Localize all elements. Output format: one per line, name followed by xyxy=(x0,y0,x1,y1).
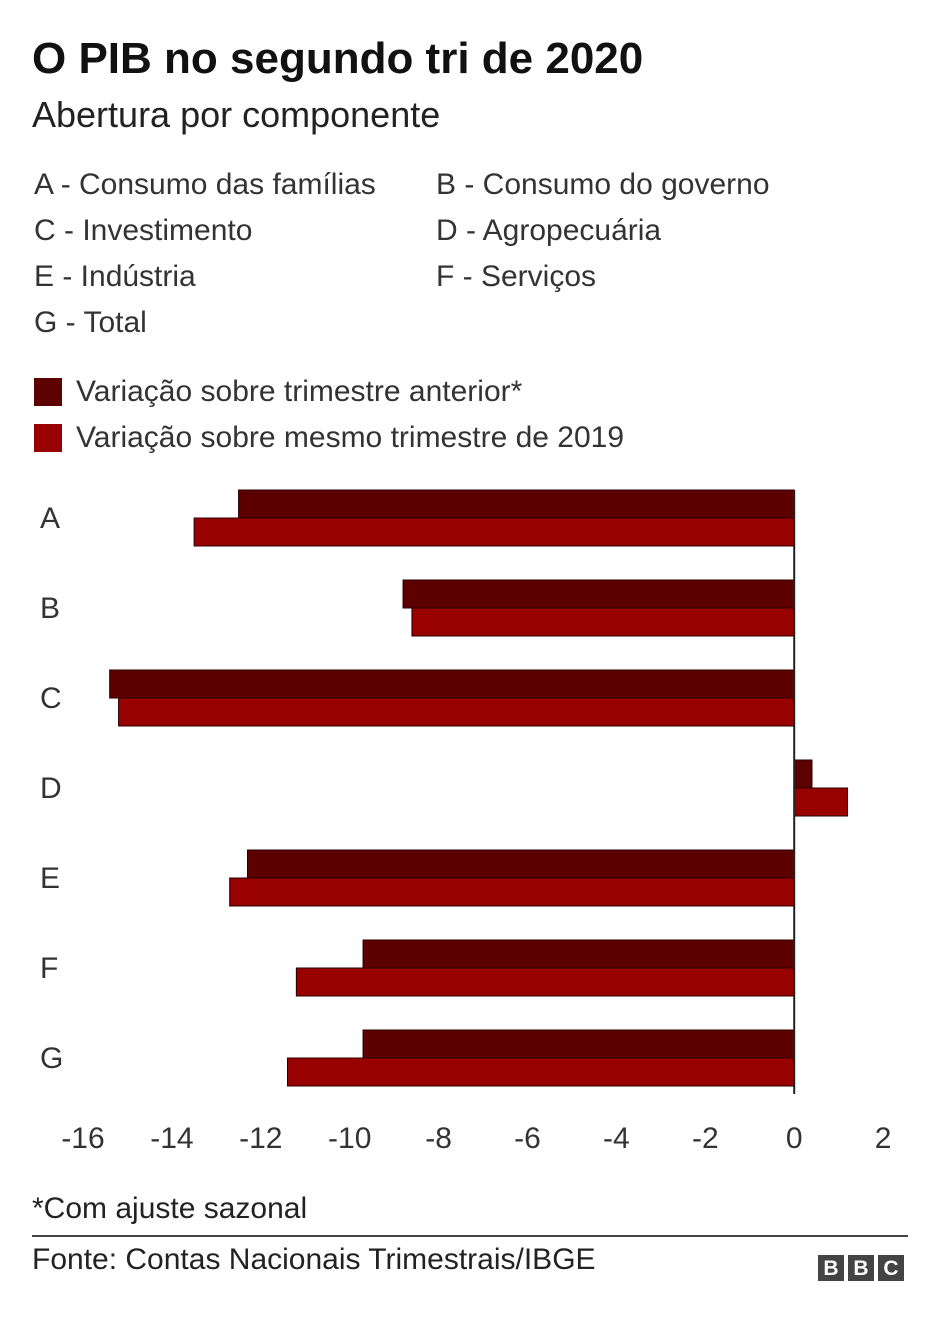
bar-e-series-1 xyxy=(247,850,794,878)
x-tick-label: -14 xyxy=(150,1122,194,1155)
category-label-g: G xyxy=(40,1042,64,1075)
x-tick-label: -12 xyxy=(239,1122,283,1155)
category-label-e: E xyxy=(40,862,61,895)
footnote: *Com ajuste sazonal xyxy=(32,1192,308,1225)
bar-a-series-2 xyxy=(194,518,794,546)
legend-label-same-quarter-2019: Variação sobre mesmo trimestre de 2019 xyxy=(76,421,625,454)
bar-f-series-2 xyxy=(296,968,794,996)
bar-chart xyxy=(0,470,940,1170)
chart-title: O PIB no segundo tri de 2020 xyxy=(32,34,644,83)
bar-b-series-1 xyxy=(403,580,794,608)
x-tick-label: -8 xyxy=(425,1122,452,1155)
bar-f-series-1 xyxy=(363,940,794,968)
key-item-a: A - Consumo das famílias xyxy=(34,168,376,201)
bar-d-series-2 xyxy=(794,788,847,816)
key-item-e: E - Indústria xyxy=(34,260,196,293)
key-item-g: G - Total xyxy=(34,306,147,339)
x-tick-label: 2 xyxy=(874,1122,892,1155)
source-note: Fonte: Contas Nacionais Trimestrais/IBGE xyxy=(32,1243,596,1276)
category-label-d: D xyxy=(40,772,62,805)
bbc-logo xyxy=(818,1255,904,1281)
bar-c-series-2 xyxy=(119,698,795,726)
x-tick-label: -4 xyxy=(603,1122,630,1155)
bar-g-series-1 xyxy=(363,1030,794,1058)
key-item-b: B - Consumo do governo xyxy=(436,168,770,201)
x-tick-label: 0 xyxy=(785,1122,803,1155)
x-tick-label: -16 xyxy=(61,1122,105,1155)
legend-swatch-previous-quarter xyxy=(34,378,62,406)
x-tick-label: -2 xyxy=(691,1122,719,1155)
category-label-f: F xyxy=(40,952,59,985)
chart-subtitle: Abertura por componente xyxy=(32,94,441,135)
key-item-f: F - Serviços xyxy=(436,260,597,293)
x-tick-label: -10 xyxy=(328,1122,372,1155)
legend-item-same-quarter-2019 xyxy=(34,422,624,454)
bbc-logo-letter: B xyxy=(818,1255,844,1281)
key-item-c: C - Investimento xyxy=(34,214,253,247)
bar-d-series-1 xyxy=(794,760,812,788)
legend-swatch-same-quarter-2019 xyxy=(34,424,62,452)
bbc-logo-letter: B xyxy=(848,1255,874,1281)
bar-b-series-2 xyxy=(412,608,794,636)
category-label-a: A xyxy=(40,502,61,535)
category-label-b: B xyxy=(40,592,61,625)
legend-label-previous-quarter: Variação sobre trimestre anterior* xyxy=(76,375,523,408)
bar-a-series-1 xyxy=(239,490,795,518)
x-tick-label: -6 xyxy=(514,1122,541,1155)
legend-item-previous-quarter xyxy=(34,376,522,408)
category-label-c: C xyxy=(40,682,62,715)
key-item-d: D - Agropecuária xyxy=(436,214,662,247)
bbc-logo-letter: C xyxy=(878,1255,904,1281)
bar-e-series-2 xyxy=(230,878,795,906)
bar-c-series-1 xyxy=(110,670,795,698)
footer-divider xyxy=(32,1235,908,1237)
bar-g-series-2 xyxy=(287,1058,794,1086)
